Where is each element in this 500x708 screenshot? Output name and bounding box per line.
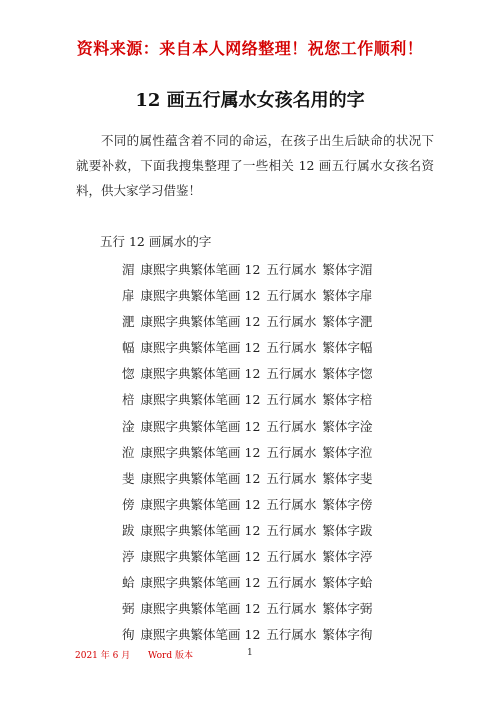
entry-trad: 繁体字棓 [322, 392, 373, 408]
list-item [122, 390, 378, 416]
entry-trad: 繁体字徇 [322, 627, 373, 643]
entry-element: 五行属水 [266, 262, 317, 277]
entry-source: 康熙字典繁体笔画 12 [140, 627, 261, 643]
footer-meta [75, 648, 193, 661]
entry-char: 扉 [122, 288, 135, 304]
entry-source: 康熙字典繁体笔画 12 [140, 444, 261, 460]
list-item [122, 573, 378, 599]
list-item [122, 547, 378, 573]
entry-trad: 繁体字淝 [322, 314, 373, 330]
entry-element: 五行属水 [266, 418, 317, 434]
entry-source: 康熙字典繁体笔画 12 [140, 366, 261, 382]
entry-char: 渟 [122, 549, 135, 565]
entry-source: 康熙字典繁体笔画 12 [140, 340, 261, 356]
entry-source: 康熙字典繁体笔画 12 [140, 496, 261, 512]
footer-version: Word 版本 [147, 651, 193, 661]
list-item [122, 443, 378, 469]
entry-element: 五行属水 [266, 288, 317, 304]
page-number: 1 [247, 648, 253, 658]
entry-source: 康熙字典繁体笔画 12 [140, 262, 261, 277]
entry-char: 涖 [122, 444, 135, 460]
entry-element: 五行属水 [266, 522, 317, 538]
entry-element: 五行属水 [266, 627, 317, 643]
list-item [122, 599, 378, 625]
entry-trad: 繁体字蛤 [322, 575, 373, 591]
entry-char: 徇 [122, 627, 135, 643]
entry-char: 幅 [122, 340, 135, 356]
entry-char: 傍 [122, 496, 135, 512]
entry-char: 蛤 [122, 575, 135, 591]
footer-date: 2021 年 6 月 [75, 651, 131, 661]
entry-trad: 繁体字淦 [322, 418, 373, 434]
entry-trad: 繁体字幅 [322, 340, 373, 356]
entry-source: 康熙字典繁体笔画 12 [140, 601, 261, 617]
intro-paragraph: 不同的属性蕴含着不同的命运，在孩子出生后缺命的状况下就要补救，下面我搜集整理了一些相关 12 画五行属水女孩名资料，供大家学习借鉴！ [76, 133, 434, 198]
source-banner: 资料来源：来自本人网络整理！祝您工作顺利！ [76, 39, 424, 58]
entry-element: 五行属水 [266, 366, 317, 382]
entry-source: 康熙字典繁体笔画 12 [140, 288, 261, 304]
entry-char: 湄 [122, 262, 135, 277]
entry-element: 五行属水 [266, 444, 317, 460]
list-item [122, 312, 378, 338]
character-list [122, 260, 378, 651]
entry-char: 斐 [122, 470, 135, 486]
entry-char: 淝 [122, 314, 135, 330]
entry-source: 康熙字典繁体笔画 12 [140, 392, 261, 408]
entry-source: 康熙字典繁体笔画 12 [140, 418, 261, 434]
list-item [122, 364, 378, 390]
entry-element: 五行属水 [266, 549, 317, 565]
entry-source: 康熙字典繁体笔画 12 [140, 470, 261, 486]
entry-trad: 繁体字斐 [322, 470, 373, 486]
entry-element: 五行属水 [266, 496, 317, 512]
entry-source: 康熙字典繁体笔画 12 [140, 314, 261, 330]
entry-element: 五行属水 [266, 601, 317, 617]
entry-element: 五行属水 [266, 575, 317, 591]
entry-char: 跋 [122, 522, 135, 538]
entry-trad: 繁体字湄 [322, 262, 373, 277]
page-title: 12 画五行属水女孩名用的字 [135, 90, 365, 111]
entry-trad: 繁体字弼 [322, 601, 373, 617]
list-item [122, 338, 378, 364]
section-heading: 五行 12 画属水的字 [100, 234, 212, 249]
list-item [122, 495, 378, 521]
entry-trad: 繁体字惚 [322, 366, 373, 382]
entry-char: 惚 [122, 366, 135, 382]
entry-trad: 繁体字涖 [322, 444, 373, 460]
entry-char: 棓 [122, 392, 135, 408]
entry-trad: 繁体字跋 [322, 522, 373, 538]
entry-element: 五行属水 [266, 470, 317, 486]
list-item [122, 521, 378, 547]
list-item [122, 260, 378, 286]
entry-trad: 繁体字傍 [322, 496, 373, 512]
entry-element: 五行属水 [266, 392, 317, 408]
entry-element: 五行属水 [266, 340, 317, 356]
list-item [122, 469, 378, 495]
entry-source: 康熙字典繁体笔画 12 [140, 575, 261, 591]
entry-source: 康熙字典繁体笔画 12 [140, 549, 261, 565]
entry-trad: 繁体字渟 [322, 549, 373, 565]
entry-element: 五行属水 [266, 314, 317, 330]
entry-source: 康熙字典繁体笔画 12 [140, 522, 261, 538]
list-item [122, 417, 378, 443]
entry-trad: 繁体字扉 [322, 288, 373, 304]
entry-char: 弼 [122, 601, 135, 617]
entry-char: 淦 [122, 418, 135, 434]
list-item [122, 286, 378, 312]
